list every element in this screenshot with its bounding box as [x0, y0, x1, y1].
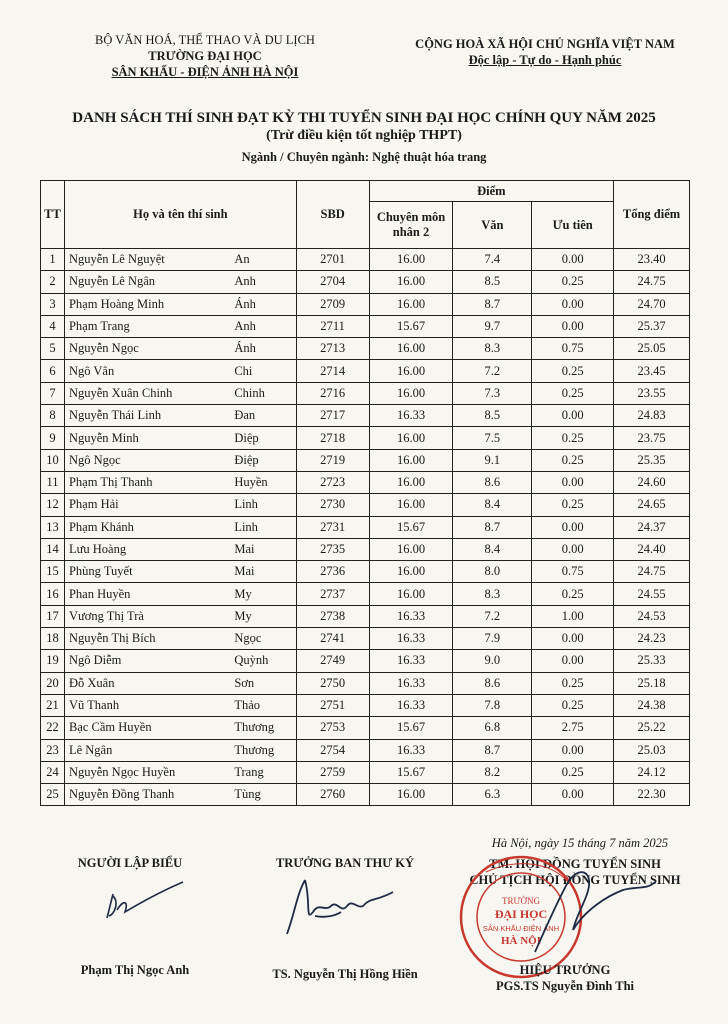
table-row: [41, 449, 690, 471]
score-total: 25.18: [614, 672, 690, 694]
score-total: 24.60: [614, 471, 690, 493]
school-name-line2: SÂN KHẤU - ĐIỆN ẢNH HÀ NỘI: [111, 65, 299, 79]
score-major-subject: 16.33: [369, 694, 453, 716]
score-priority: 2.75: [532, 717, 614, 739]
candidate-first-name: Huyền: [216, 471, 296, 493]
score-literature: 8.3: [453, 583, 532, 605]
row-number: 10: [41, 449, 65, 471]
score-major-subject: 16.00: [369, 538, 453, 560]
candidate-last-name: Phạm Trang: [64, 315, 216, 337]
score-total: 24.40: [614, 538, 690, 560]
score-major-subject: 16.00: [369, 449, 453, 471]
score-total: 23.45: [614, 360, 690, 382]
candidate-first-name: Linh: [216, 516, 296, 538]
candidate-last-name: Ngô Ngọc: [64, 449, 216, 471]
candidate-sbd: 2760: [296, 784, 369, 806]
candidate-sbd: 2749: [296, 650, 369, 672]
score-literature: 7.8: [453, 694, 532, 716]
score-literature: 7.2: [453, 360, 532, 382]
principal-name: PGS.TS Nguyễn Đình Thi: [495, 979, 635, 993]
secretary-signature: [275, 872, 405, 942]
table-row: [41, 650, 690, 672]
candidate-first-name: Thảo: [216, 694, 296, 716]
candidate-last-name: Nguyễn Đồng Thanh: [64, 784, 216, 806]
score-priority: 0.75: [532, 338, 614, 360]
score-priority: 0.00: [532, 739, 614, 761]
secretary-name: TS. Nguyễn Thị Hồng Hiền: [272, 967, 418, 981]
score-literature: 8.7: [453, 293, 532, 315]
score-priority: 0.00: [532, 628, 614, 650]
issuer-header: [70, 32, 340, 80]
candidate-first-name: Thương: [216, 739, 296, 761]
score-priority: 0.00: [532, 650, 614, 672]
score-literature: 9.0: [453, 650, 532, 672]
major-label: Ngành / Chuyên ngành: Nghệ thuật hóa trang: [241, 150, 487, 164]
candidate-sbd: 2753: [296, 717, 369, 739]
council-line1: TM. HỘI ĐỒNG TUYỂN SINH: [489, 857, 661, 871]
candidate-first-name: Diệp: [216, 427, 296, 449]
col-header-total: Tổng điểm: [614, 181, 690, 249]
row-number: 14: [41, 538, 65, 560]
score-major-subject: 16.33: [369, 672, 453, 694]
score-major-subject: 16.33: [369, 628, 453, 650]
score-literature: 8.5: [453, 271, 532, 293]
candidate-last-name: Phạm Khánh: [64, 516, 216, 538]
col-header-priority: Ưu tiên: [532, 202, 614, 249]
candidate-sbd: 2735: [296, 538, 369, 560]
row-number: 17: [41, 605, 65, 627]
candidate-first-name: Chi: [216, 360, 296, 382]
candidate-last-name: Ngô Vân: [64, 360, 216, 382]
candidate-sbd: 2759: [296, 761, 369, 783]
table-row: [41, 360, 690, 382]
candidate-sbd: 2713: [296, 338, 369, 360]
score-priority: 0.25: [532, 761, 614, 783]
col-header-name: Họ và tên thí sinh: [64, 181, 296, 249]
candidate-first-name: Sơn: [216, 672, 296, 694]
score-total: 25.03: [614, 739, 690, 761]
candidate-last-name: Phạm Thị Thanh: [64, 471, 216, 493]
col-header-major-subject: Chuyên môn nhân 2: [369, 202, 453, 249]
candidate-last-name: Đỗ Xuân: [64, 672, 216, 694]
score-priority: 1.00: [532, 605, 614, 627]
row-number: 1: [41, 249, 65, 271]
row-number: 8: [41, 405, 65, 427]
score-total: 24.83: [614, 405, 690, 427]
score-priority: 0.25: [532, 427, 614, 449]
principal-block: [460, 962, 670, 994]
principal-signature: [515, 860, 665, 965]
candidate-last-name: Nguyễn Lê Ngân: [64, 271, 216, 293]
score-total: 24.70: [614, 293, 690, 315]
stamp-line3: SÂN KHẤU ĐIỆN ẢNH: [482, 924, 560, 933]
row-number: 15: [41, 561, 65, 583]
score-literature: 8.4: [453, 494, 532, 516]
stamp-line1: TRƯỜNG: [502, 896, 540, 906]
table-row: [41, 583, 690, 605]
score-total: 23.40: [614, 249, 690, 271]
candidate-last-name: Nguyễn Ngọc: [64, 338, 216, 360]
score-major-subject: 16.00: [369, 338, 453, 360]
candidate-sbd: 2718: [296, 427, 369, 449]
table-row: [41, 628, 690, 650]
score-major-subject: 15.67: [369, 516, 453, 538]
candidate-last-name: Phạm Hoàng Minh: [64, 293, 216, 315]
score-major-subject: 16.00: [369, 293, 453, 315]
score-literature: 7.4: [453, 249, 532, 271]
table-row: [41, 605, 690, 627]
candidate-last-name: Vũ Thanh: [64, 694, 216, 716]
table-row: [41, 315, 690, 337]
candidate-first-name: Linh: [216, 494, 296, 516]
score-major-subject: 16.33: [369, 605, 453, 627]
document-subtitle: (Trừ điều kiện tốt nghiệp THPT): [266, 128, 462, 143]
candidate-sbd: 2717: [296, 405, 369, 427]
table-row: [41, 427, 690, 449]
score-total: 24.65: [614, 494, 690, 516]
row-number: 4: [41, 315, 65, 337]
candidate-sbd: 2723: [296, 471, 369, 493]
table-row: [41, 471, 690, 493]
score-priority: 0.75: [532, 561, 614, 583]
candidate-sbd: 2738: [296, 605, 369, 627]
row-number: 12: [41, 494, 65, 516]
score-priority: 0.25: [532, 360, 614, 382]
candidate-sbd: 2737: [296, 583, 369, 605]
table-row: [41, 761, 690, 783]
score-literature: 6.3: [453, 784, 532, 806]
candidate-sbd: 2709: [296, 293, 369, 315]
candidate-first-name: My: [216, 605, 296, 627]
score-major-subject: 16.00: [369, 784, 453, 806]
score-literature: 8.4: [453, 538, 532, 560]
candidate-sbd: 2736: [296, 561, 369, 583]
candidate-first-name: Quỳnh: [216, 650, 296, 672]
candidate-last-name: Vương Thị Trà: [64, 605, 216, 627]
score-total: 24.75: [614, 271, 690, 293]
candidate-first-name: Tùng: [216, 784, 296, 806]
preparer-name: Phạm Thị Ngọc Anh: [80, 963, 190, 977]
row-number: 16: [41, 583, 65, 605]
score-major-subject: 16.00: [369, 494, 453, 516]
table-row: [41, 784, 690, 806]
candidate-last-name: Phùng Tuyết: [64, 561, 216, 583]
score-priority: 0.00: [532, 405, 614, 427]
score-priority: 0.25: [532, 449, 614, 471]
candidate-sbd: 2716: [296, 382, 369, 404]
candidate-sbd: 2751: [296, 694, 369, 716]
candidate-last-name: Nguyễn Xuân Chinh: [64, 382, 216, 404]
score-literature: 7.5: [453, 427, 532, 449]
candidate-last-name: Nguyễn Thị Bích: [64, 628, 216, 650]
score-major-subject: 16.00: [369, 471, 453, 493]
row-number: 3: [41, 293, 65, 315]
score-literature: 9.1: [453, 449, 532, 471]
score-literature: 7.9: [453, 628, 532, 650]
score-priority: 0.00: [532, 471, 614, 493]
row-number: 25: [41, 784, 65, 806]
candidate-first-name: Đan: [216, 405, 296, 427]
col-header-tt: TT: [41, 181, 65, 249]
table-row: [41, 694, 690, 716]
national-header: [395, 36, 695, 68]
score-total: 25.05: [614, 338, 690, 360]
score-priority: 0.25: [532, 494, 614, 516]
score-priority: 0.00: [532, 293, 614, 315]
country-name: CỘNG HOÀ XÃ HỘI CHỦ NGHĨA VIỆT NAM: [415, 37, 675, 51]
score-total: 25.33: [614, 650, 690, 672]
stamp-line2: ĐẠI HỌC: [494, 907, 548, 921]
score-major-subject: 16.00: [369, 249, 453, 271]
candidate-first-name: Ngọc: [216, 628, 296, 650]
preparer-title: NGƯỜI LẬP BIỂU: [77, 856, 183, 870]
col-header-sbd: SBD: [296, 181, 369, 249]
candidate-sbd: 2714: [296, 360, 369, 382]
row-number: 9: [41, 427, 65, 449]
council-line2: CHỦ TỊCH HỘI ĐỒNG TUYỂN SINH: [469, 873, 681, 887]
candidate-first-name: Mai: [216, 561, 296, 583]
score-literature: 8.6: [453, 672, 532, 694]
score-total: 24.23: [614, 628, 690, 650]
score-priority: 0.25: [532, 583, 614, 605]
score-priority: 0.00: [532, 516, 614, 538]
score-literature: 8.7: [453, 516, 532, 538]
score-major-subject: 15.67: [369, 761, 453, 783]
candidate-last-name: Nguyễn Minh: [64, 427, 216, 449]
score-total: 22.30: [614, 784, 690, 806]
score-total: 24.53: [614, 605, 690, 627]
table-row: [41, 561, 690, 583]
score-priority: 0.25: [532, 672, 614, 694]
candidate-first-name: Trang: [216, 761, 296, 783]
table-row: [41, 516, 690, 538]
document-title: DANH SÁCH THÍ SINH ĐẠT KỲ THI TUYỂN SINH ĐẠI HỌC CHÍNH QUY NĂM 2025: [72, 110, 656, 126]
table-row: [41, 672, 690, 694]
table-row: [41, 271, 690, 293]
candidate-first-name: Mai: [216, 538, 296, 560]
score-major-subject: 16.00: [369, 382, 453, 404]
score-major-subject: 16.00: [369, 561, 453, 583]
score-total: 23.55: [614, 382, 690, 404]
candidate-first-name: Anh: [216, 315, 296, 337]
school-name-line1: TRƯỜNG ĐẠI HỌC: [148, 49, 262, 63]
score-priority: 0.00: [532, 784, 614, 806]
row-number: 18: [41, 628, 65, 650]
score-total: 24.12: [614, 761, 690, 783]
candidate-sbd: 2730: [296, 494, 369, 516]
principal-title: HIỆU TRƯỞNG: [519, 963, 611, 977]
preparer-signature: [95, 880, 195, 930]
row-number: 23: [41, 739, 65, 761]
score-major-subject: 16.00: [369, 427, 453, 449]
score-literature: 7.2: [453, 605, 532, 627]
signing-date: Hà Nội, ngày 15 tháng 7 năm 2025: [491, 836, 669, 850]
table-row: [41, 717, 690, 739]
national-motto: Độc lập - Tự do - Hạnh phúc: [468, 53, 622, 67]
score-major-subject: 15.67: [369, 717, 453, 739]
score-literature: 6.8: [453, 717, 532, 739]
score-major-subject: 16.33: [369, 650, 453, 672]
score-literature: 8.6: [453, 471, 532, 493]
score-total: 24.38: [614, 694, 690, 716]
candidate-first-name: Anh: [216, 271, 296, 293]
score-priority: 0.00: [532, 315, 614, 337]
row-number: 19: [41, 650, 65, 672]
score-total: 24.37: [614, 516, 690, 538]
score-priority: 0.00: [532, 538, 614, 560]
row-number: 24: [41, 761, 65, 783]
candidate-last-name: Nguyễn Lê Nguyệt: [64, 249, 216, 271]
ministry-name: BỘ VĂN HOÁ, THỂ THAO VÀ DU LỊCH: [95, 33, 315, 47]
candidate-last-name: Bạc Cầm Huyền: [64, 717, 216, 739]
candidate-first-name: Ánh: [216, 293, 296, 315]
table-row: [41, 405, 690, 427]
candidate-sbd: 2704: [296, 271, 369, 293]
candidate-sbd: 2711: [296, 315, 369, 337]
score-literature: 8.0: [453, 561, 532, 583]
score-priority: 0.25: [532, 694, 614, 716]
candidate-last-name: Phạm Hải: [64, 494, 216, 516]
score-total: 24.55: [614, 583, 690, 605]
candidate-sbd: 2750: [296, 672, 369, 694]
candidate-first-name: Chinh: [216, 382, 296, 404]
candidate-last-name: Lê Ngân: [64, 739, 216, 761]
row-number: 20: [41, 672, 65, 694]
score-literature: 8.3: [453, 338, 532, 360]
row-number: 13: [41, 516, 65, 538]
row-number: 22: [41, 717, 65, 739]
candidate-first-name: An: [216, 249, 296, 271]
candidate-sbd: 2701: [296, 249, 369, 271]
candidate-last-name: Nguyễn Ngọc Huyền: [64, 761, 216, 783]
score-major-subject: 16.00: [369, 271, 453, 293]
score-literature: 9.7: [453, 315, 532, 337]
score-priority: 0.00: [532, 249, 614, 271]
table-row: [41, 739, 690, 761]
table-row: [41, 338, 690, 360]
row-number: 11: [41, 471, 65, 493]
candidate-last-name: Lưu Hoàng: [64, 538, 216, 560]
score-major-subject: 16.33: [369, 739, 453, 761]
table-row: [41, 249, 690, 271]
stamp-line4: HÀ NỘI: [500, 935, 542, 947]
candidate-table: [40, 180, 690, 806]
candidate-sbd: 2731: [296, 516, 369, 538]
secretary-title: TRƯỞNG BAN THƯ KÝ: [275, 856, 415, 870]
table-row: [41, 494, 690, 516]
score-literature: 8.2: [453, 761, 532, 783]
candidate-sbd: 2741: [296, 628, 369, 650]
candidate-last-name: Nguyễn Thái Linh: [64, 405, 216, 427]
score-literature: 8.5: [453, 405, 532, 427]
score-total: 25.35: [614, 449, 690, 471]
candidate-first-name: Điệp: [216, 449, 296, 471]
col-header-literature: Văn: [453, 202, 532, 249]
candidate-last-name: Phan Huyền: [64, 583, 216, 605]
row-number: 7: [41, 382, 65, 404]
score-priority: 0.25: [532, 382, 614, 404]
score-total: 25.37: [614, 315, 690, 337]
score-major-subject: 15.67: [369, 315, 453, 337]
row-number: 21: [41, 694, 65, 716]
row-number: 6: [41, 360, 65, 382]
candidate-first-name: Thương: [216, 717, 296, 739]
candidate-first-name: My: [216, 583, 296, 605]
candidate-first-name: Ánh: [216, 338, 296, 360]
candidate-sbd: 2754: [296, 739, 369, 761]
row-number: 5: [41, 338, 65, 360]
score-total: 25.22: [614, 717, 690, 739]
score-literature: 7.3: [453, 382, 532, 404]
row-number: 2: [41, 271, 65, 293]
score-major-subject: 16.33: [369, 405, 453, 427]
score-major-subject: 16.00: [369, 360, 453, 382]
score-total: 23.75: [614, 427, 690, 449]
score-total: 24.75: [614, 561, 690, 583]
table-row: [41, 293, 690, 315]
score-literature: 8.7: [453, 739, 532, 761]
table-row: [41, 382, 690, 404]
col-header-score: Điểm: [369, 181, 613, 202]
score-priority: 0.25: [532, 271, 614, 293]
table-row: [41, 538, 690, 560]
candidate-last-name: Ngô Diễm: [64, 650, 216, 672]
candidate-sbd: 2719: [296, 449, 369, 471]
score-major-subject: 16.00: [369, 583, 453, 605]
